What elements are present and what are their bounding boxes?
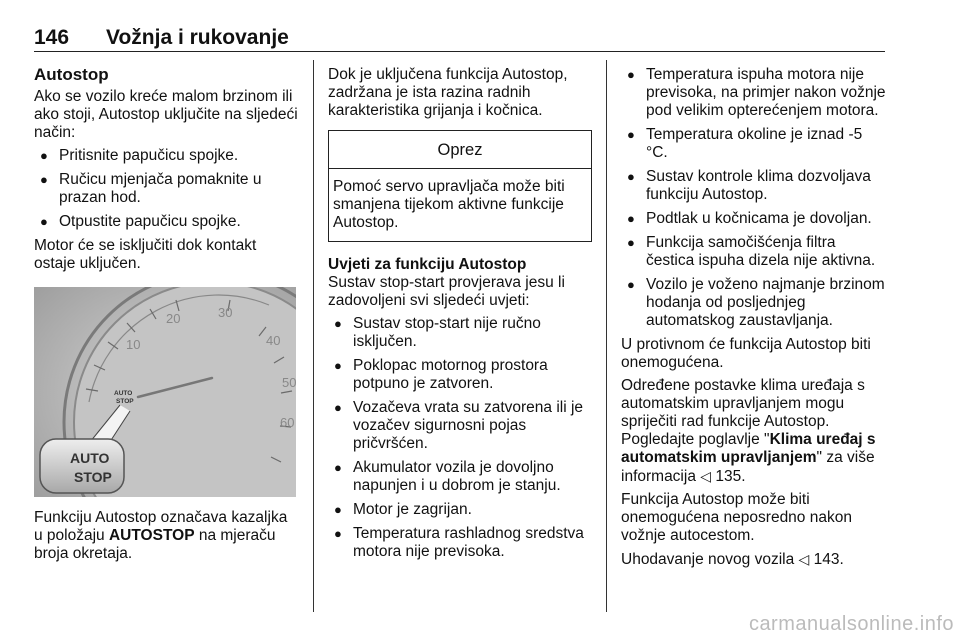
column-divider-2 [606,60,607,612]
list-item: ● Ručicu mjenjača pomaknite u prazan hod. [34,171,300,207]
list-item: ● Temperatura ispuha motora nije previsoka, na primjer nakon vožnje pod velikim opterećenjem motora. [621,66,887,120]
page-ref[interactable]: 143. [809,551,844,568]
section-heading: Autostop [34,65,109,84]
scale-label: 30 [218,305,233,320]
scale-label: 50 [282,375,296,390]
list-item: ● Funkcija samočišćenja filtra čestica ispuha dizela nije aktivna. [621,234,887,270]
disabled-note: U protivnom će funkcija Autostop biti onemogućena. [621,336,871,371]
list-item: ● Akumulator vozila je dovoljno napunjen i u dobrom je stanju. [328,459,592,495]
list-item: ● Temperatura rashladnog sredstva motora nije previsoka. [328,525,592,561]
list-item: ● Sustav kontrole klima dozvoljava funkciju Autostop. [621,168,887,204]
scale-label: 10 [126,337,141,352]
column-2 [328,66,592,567]
autostop-mark-line1: AUTO [114,390,133,397]
engine-off-text: Motor će se isključiti dok kontakt ostaje uključen. [34,237,257,272]
list-item: ● Pritisnite papučicu spojke. [34,147,300,165]
column-3 [621,66,887,574]
autostop-mark-line2: STOP [116,398,134,405]
conditions-intro: Sustav stop-start provjerava jesu li zadovoljeni svi sljedeći uvjeti: [328,274,565,309]
caution-body: Pomoć servo upravljača može biti smanjena tijekom aktivne funkcije Autostop. [333,178,565,231]
page-ref-arrow-icon: ◁ [700,468,712,484]
page-ref-arrow-icon: ◁ [798,551,810,567]
list-item: ● Motor je zagrijan. [328,501,592,519]
conditions-heading: Uvjeti za funkciju Autostop [328,256,527,273]
intro-text: Dok je uključena funkcija Autostop, zadržana je ista razina radnih karakteristika grijanja i kočnica. [328,66,568,119]
list-item: ● Otpustite papučicu spojke. [34,213,300,231]
list-item: ● Vozačeva vrata su zatvorena ili je vozačev sigurnosni pojas pričvršćen. [328,399,592,453]
watermark: carmanualsonline.info [748,613,954,635]
scale-label: 40 [266,333,281,348]
figure-caption: Funkciju Autostop označava kazaljka u položaju AUTOSTOP na mjeraču broja okretaja. [34,509,288,562]
autostop-zoom-line1: AUTO [70,450,110,466]
list-item: ● Sustav stop-start nije ručno isključen. [328,315,592,351]
conditions-list [328,315,592,561]
conditions-list-continued [621,66,887,330]
caution-title: Oprez [329,131,591,169]
column-1 [34,66,300,568]
climate-note: Određene postavke klima uređaja s automatskim upravljanjem mogu spriječiti rad funkcije Autostop. Pogledajte poglavlje "Klima uređaj s automatskim upravljanjem" za više informacija ◁ 135. [621,377,876,485]
scale-label: 60 [280,415,295,430]
header-rule [34,51,885,52]
list-item: ● Temperatura okoline je iznad -5 °C. [621,126,887,162]
column-divider-1 [313,60,314,612]
list-item: ● Vozilo je voženo najmanje brzinom hodanja od posljednjeg automatskog zaustavljanja. [621,276,887,330]
list-item: ● Poklopac motornog prostora potpuno je zatvoren. [328,357,592,393]
intro-text: Ako se vozilo kreće malom brzinom ili ako stoji, Autostop uključite na sljedeći način: [34,88,298,141]
page-number: 146 [34,26,70,49]
scale-label: 20 [166,311,181,326]
steps-list [34,147,300,231]
highway-note: Funkcija Autostop može biti onemogućena neposredno nakon vožnje autocestom. [621,491,852,544]
running-in-note: Uhodavanje novog vozila ◁ 143. [621,551,844,568]
list-item: ● Podtlak u kočnicama je dovoljan. [621,210,887,228]
autostop-zoom-line2: STOP [74,469,112,485]
climate-control-link[interactable]: Klima uređaj s automatskim upravljanjem [621,431,876,466]
page-ref[interactable]: 135. [711,468,746,485]
chapter-title: Vožnja i rukovanje [106,26,289,49]
caution-box [328,130,592,242]
tachometer-illustration [34,287,296,497]
